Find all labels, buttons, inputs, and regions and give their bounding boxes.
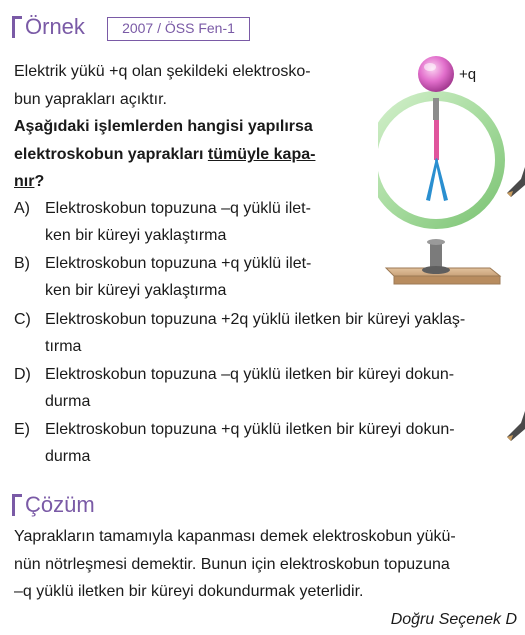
electroscope-figure: [378, 50, 525, 290]
correct-answer: Doğru Seçenek D: [390, 611, 517, 628]
example-heading: [12, 14, 85, 40]
electroscope-knob: [418, 56, 454, 92]
question-intro-line2: bun yaprakları açıktır.: [14, 91, 167, 108]
pencil-icon: [507, 411, 525, 441]
option-e-letter: E): [14, 421, 30, 438]
question-underlined-part2: nır: [14, 173, 35, 190]
leaf-right: [435, 158, 448, 201]
option-d-line1: Elektroskobun topuzuna –q yüklü iletken bir küreyi dokun-: [45, 366, 455, 383]
option-b-letter: B): [14, 255, 30, 272]
question-bold-line2-text: elektroskobun yaprakları: [14, 146, 208, 163]
heading-bracket: [12, 494, 22, 516]
option-e-line2: durma: [45, 448, 91, 465]
solution-line3: –q yüklü iletken bir küreyi dokundurmak yeterlidir.: [14, 583, 364, 600]
option-c-letter: C): [14, 311, 31, 328]
option-d-letter: D): [14, 366, 31, 383]
option-b-line2: ken bir küreyi yaklaştırma: [45, 282, 227, 299]
solution-heading: [12, 492, 95, 518]
solution-line1: Yaprakların tamamıyla kapanması demek elektroskobun yükü-: [14, 528, 456, 545]
solution-title: Çözüm: [25, 492, 95, 517]
option-a-letter: A): [14, 200, 30, 217]
electroscope-stem: [434, 120, 439, 160]
question-bold-line3: [14, 168, 44, 195]
option-b-line1: Elektroskobun topuzuna +q yüklü ilet-: [45, 255, 312, 272]
charge-label: +q: [459, 66, 477, 83]
option-a-line1: Elektroskobun topuzuna –q yüklü ilet-: [45, 200, 311, 217]
question-bold-line2: [14, 141, 315, 168]
option-a-line2: ken bir küreyi yaklaştırma: [45, 227, 227, 244]
pencil-icon: [507, 167, 525, 197]
option-c-line2: tırma: [45, 338, 82, 355]
question-intro-line1: Elektrik yükü +q olan şekildeki elektrosko-: [14, 63, 311, 80]
heading-bracket: [12, 16, 22, 38]
question-underlined-part1: tümüyle kapa-: [207, 146, 316, 163]
question-mark: ?: [34, 173, 45, 190]
solution-line2: nün nötrleşmesi demektir. Bunun için elektroskobun topuzuna: [14, 556, 450, 573]
option-d-line2: durma: [45, 393, 91, 410]
example-title: Örnek: [25, 14, 85, 39]
option-c-line1: Elektroskobun topuzuna +2q yüklü iletken bir küreyi yaklaş-: [45, 311, 466, 328]
option-e-line1: Elektroskobun topuzuna +q yüklü iletken bir küreyi dokun-: [45, 421, 455, 438]
question-bold-line1: Aşağıdaki işlemlerden hangisi yapılırsa: [14, 118, 313, 135]
exam-source-badge: 2007 / ÖSS Fen-1: [107, 17, 250, 41]
